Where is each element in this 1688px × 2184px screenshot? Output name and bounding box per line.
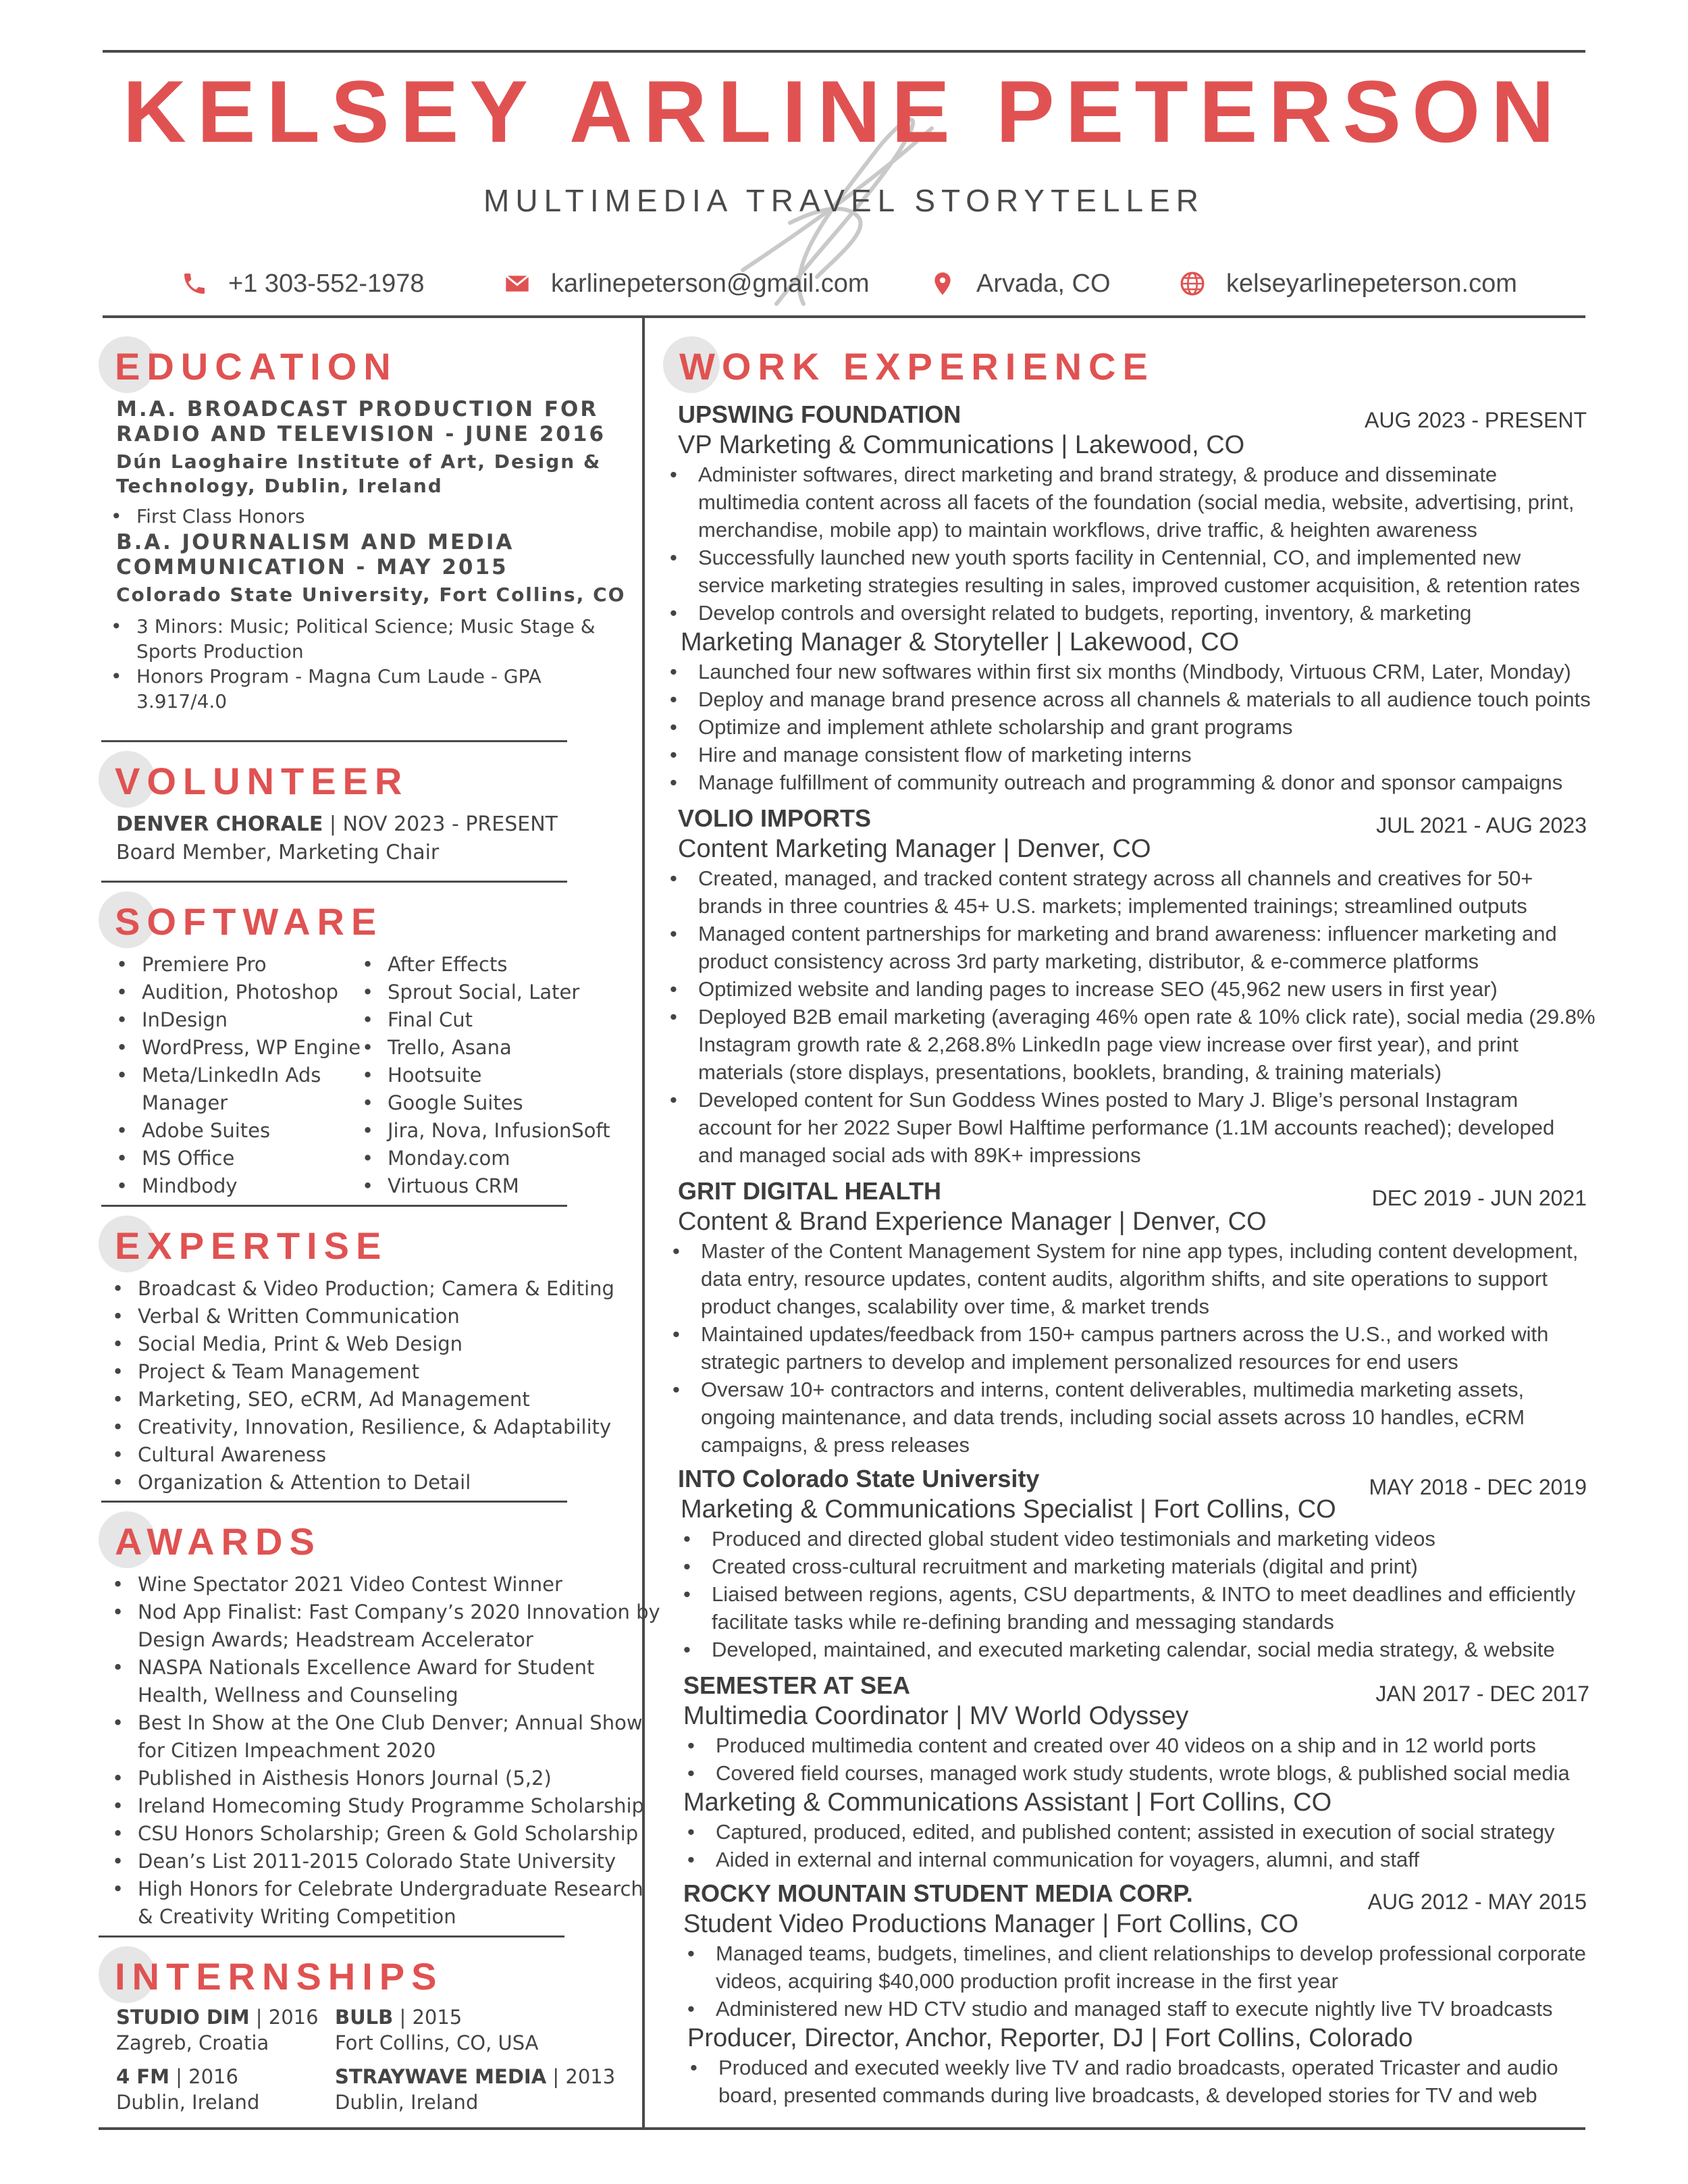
- list-item: • InDesign: [142, 1006, 361, 1034]
- job-semester-at-sea: [683, 1671, 1570, 1873]
- list-item: • Hootsuite: [388, 1062, 610, 1089]
- job-volio: [678, 804, 1595, 1169]
- expertise-list: [138, 1275, 614, 1497]
- job-upswing: [678, 400, 1591, 796]
- list-item: • Master of the Content Management System for nine app types, including content development, data entry, resource updates, content audits, algorithm shifts, and site operations to support product changes, scalability over time, & market trends: [701, 1237, 1578, 1320]
- list-item: • Hire and manage consistent flow of marketing interns: [698, 741, 1591, 769]
- role-bullets: [698, 864, 1595, 1169]
- globe-icon: [1179, 270, 1206, 297]
- section-title-education: [99, 336, 398, 397]
- job-date: AUG 2012 - MAY 2015: [1367, 1890, 1587, 1914]
- list-item: • Developed content for Sun Goddess Wines posted to Mary J. Blige’s personal Instagram account for her 2022 Super Bowl Halftime performance (1.1M accounts reached); developed and managed social ads with 89K+ impressions: [698, 1086, 1595, 1169]
- education-block: [116, 397, 625, 714]
- list-item: • Captured, produced, edited, and published content; assisted in execution of social strategy: [716, 1818, 1570, 1846]
- list-item: • MS Office: [142, 1145, 361, 1172]
- role-title: Producer, Director, Anchor, Reporter, DJ | Fort Collins, Colorado: [687, 2024, 1413, 2052]
- section-title-awards: [99, 1511, 321, 1572]
- section-title-internships: [99, 1946, 444, 2007]
- list-item: • Developed, maintained, and executed marketing calendar, social media strategy, & website: [712, 1636, 1575, 1663]
- list-item: • Develop controls and oversight related to budgets, reporting, inventory, & marketing: [698, 599, 1591, 627]
- list-item: • High Honors for Celebrate Undergraduate Research & Creativity Writing Competition: [138, 1875, 660, 1931]
- role-title: Multimedia Coordinator | MV World Odyssey: [683, 1702, 1189, 1730]
- role-bullets: [701, 1237, 1578, 1459]
- candidate-name: KELSEY ARLINE PETERSON: [122, 62, 1566, 161]
- list-item: • Project & Team Management: [138, 1358, 614, 1386]
- list-item: • Final Cut: [388, 1006, 610, 1034]
- list-item: • Oversaw 10+ contractors and interns, content deliverables, multimedia marketing assets, ongoing maintenance, and data trends, including social assets across 10 handles, eCRM campaigns, & press releases: [701, 1376, 1578, 1459]
- section-title-work-experience: [663, 336, 1155, 397]
- mail-icon: [504, 270, 531, 297]
- job-date: DEC 2019 - JUN 2021: [1371, 1186, 1587, 1210]
- internship-item: 4 FM | 2016 Dublin, Ireland: [116, 2065, 260, 2114]
- list-item: • Virtuous CRM: [388, 1172, 610, 1200]
- degree-title: M.A. BROADCAST PRODUCTION FOR RADIO AND TELEVISION - JUNE 2016: [116, 397, 606, 446]
- list-item: • WordPress, WP Engine: [142, 1034, 361, 1062]
- email-text: karlinepeterson@gmail.com: [551, 269, 870, 298]
- list-item: • Audition, Photoshop: [142, 979, 361, 1006]
- list-item: • Liaised between regions, agents, CSU departments, & INTO to meet deadlines and efficiently facilitate tasks while re-defining branding and messaging standards: [712, 1580, 1575, 1636]
- left-rule: [99, 1935, 564, 1938]
- bottom-rule: [99, 2127, 1585, 2130]
- list-item: • Produced and directed global student video testimonials and marketing videos: [712, 1525, 1575, 1553]
- section-title-text: INTERNSHIPS: [115, 1955, 444, 1998]
- list-item: • Best In Show at the One Club Denver; Annual Show for Citizen Impeachment 2020: [138, 1709, 660, 1765]
- job-date: MAY 2018 - DEC 2019: [1369, 1475, 1587, 1499]
- role-title: Student Video Productions Manager | Fort Collins, CO: [683, 1910, 1299, 1938]
- list-item: • 3 Minors: Music; Political Science; Music Stage & Sports Production: [136, 614, 625, 664]
- left-rule: [101, 1205, 567, 1207]
- role-bullets: [716, 1732, 1570, 1787]
- role-title: Marketing Manager & Storyteller | Lakewood, CO: [681, 628, 1240, 656]
- list-item: • Optimize and implement athlete scholarship and grant programs: [698, 713, 1591, 741]
- list-item: • Produced and executed weekly live TV and radio broadcasts, operated Tricaster and audio board, presented commands during live broadcasts, & developed stories for TV and web: [718, 2054, 1586, 2109]
- list-item: • Adobe Suites: [142, 1117, 361, 1145]
- list-item: • Dean’s List 2011-2015 Colorado State University: [138, 1848, 660, 1875]
- school-name: Colorado State University, Fort Collins, CO: [116, 583, 626, 606]
- role-title: Content Marketing Manager | Denver, CO: [678, 835, 1151, 863]
- list-item: • Google Suites: [388, 1089, 610, 1117]
- company-name: INTO Colorado State University: [678, 1465, 1040, 1492]
- job-grit: [678, 1176, 1578, 1459]
- list-item: • First Class Honors: [136, 504, 625, 529]
- list-item: • Cultural Awareness: [138, 1441, 614, 1469]
- software-list-col1: [142, 951, 361, 1200]
- section-title-volunteer: [99, 751, 408, 812]
- phone-icon: [181, 270, 208, 297]
- list-item: • Deployed B2B email marketing (averaging 46% open rate & 10% click rate), social media (29.8% Instagram growth rate & 2,268.8% LinkedIn page view increase over first year), and print materials (store displays, presentations, booklets, branding, & training materials): [698, 1003, 1595, 1086]
- role-bullets: [698, 461, 1591, 627]
- list-item: • Jira, Nova, InfusionSoft: [388, 1117, 610, 1145]
- contact-email[interactable]: [504, 265, 870, 303]
- section-title-text: EDUCATION: [115, 345, 398, 388]
- location-pin-icon: [929, 270, 956, 297]
- list-item: • Maintained updates/feedback from 150+ campus partners across the U.S., and worked with strategic partners to develop and implement personalized resources for end users: [701, 1320, 1578, 1376]
- awards-list: [138, 1571, 660, 1931]
- list-item: • Aided in external and internal communication for voyagers, alumni, and staff: [716, 1846, 1570, 1873]
- list-item: • Covered field courses, managed work study students, wrote blogs, & published social media: [716, 1759, 1570, 1787]
- education-honors-list: [136, 504, 625, 529]
- job-date: JUL 2021 - AUG 2023: [1376, 813, 1587, 837]
- job-rocky-mountain: [683, 1879, 1586, 2109]
- role-bullets: [698, 658, 1591, 796]
- job-into-csu: [678, 1464, 1575, 1663]
- section-title-text: SOFTWARE: [115, 900, 384, 943]
- list-item: • Meta/LinkedIn Ads Manager: [142, 1062, 361, 1117]
- list-item: • CSU Honors Scholarship; Green & Gold Scholarship: [138, 1820, 660, 1848]
- volunteer-org-line: DENVER CHORALE | NOV 2023 - PRESENT: [116, 812, 558, 836]
- company-name: UPSWING FOUNDATION: [678, 400, 961, 428]
- left-rule: [101, 881, 567, 883]
- list-item: • Launched four new softwares within first six months (Mindbody, Virtuous CRM, Later, Monday): [698, 658, 1591, 685]
- internship-item: STUDIO DIM | 2016 Zagreb, Croatia: [116, 2006, 319, 2054]
- role-title: Content & Brand Experience Manager | Denver, CO: [678, 1207, 1267, 1236]
- list-item: • Monday.com: [388, 1145, 610, 1172]
- list-item: • Organization & Attention to Detail: [138, 1469, 614, 1497]
- list-item: • Creativity, Innovation, Resilience, & Adaptability: [138, 1413, 614, 1441]
- left-rule: [101, 740, 567, 742]
- role-bullets: [716, 1940, 1586, 2023]
- section-title-text: VOLUNTEER: [115, 760, 409, 802]
- company-name: GRIT DIGITAL HEALTH: [678, 1177, 941, 1205]
- list-item: • Optimized website and landing pages to increase SEO (45,962 new users in first year): [698, 975, 1595, 1003]
- list-item: • Created, managed, and tracked content strategy across all channels and creatives for 50+ brands in three countries & 45+ U.S. markets; implemented trainings; streamlined outputs: [698, 864, 1595, 920]
- company-name: SEMESTER AT SEA: [683, 1671, 911, 1699]
- list-item: • Produced multimedia content and created over 40 videos on a ship and in 12 world ports: [716, 1732, 1570, 1759]
- section-title-text: WORK EXPERIENCE: [679, 345, 1155, 388]
- list-item: • After Effects: [388, 951, 610, 979]
- list-item: • Managed content partnerships for marketing and brand awareness: influencer marketing and product consistency across 3rd party marketing, distributor, & e-commerce platforms: [698, 920, 1595, 975]
- role-bullets: [716, 1818, 1570, 1873]
- list-item: • Mindbody: [142, 1172, 361, 1200]
- school-name: Dún Laoghaire Institute of Art, Design & Technology, Dublin, Ireland: [116, 450, 602, 497]
- volunteer-role: Board Member, Marketing Chair: [116, 841, 440, 864]
- list-item: • Ireland Homecoming Study Programme Scholarship: [138, 1792, 660, 1820]
- job-title: MULTIMEDIA TRAVEL STORYTELLER: [483, 183, 1205, 218]
- contact-website[interactable]: [1179, 265, 1517, 303]
- company-name: ROCKY MOUNTAIN STUDENT MEDIA CORP.: [683, 1879, 1193, 1907]
- section-title-expertise: [99, 1216, 388, 1276]
- role-title: Marketing & Communications Assistant | Fort Collins, CO: [683, 1788, 1332, 1817]
- list-item: • Verbal & Written Communication: [138, 1303, 614, 1330]
- job-date: AUG 2023 - PRESENT: [1365, 408, 1587, 432]
- top-rule: [103, 50, 1585, 53]
- role-title: Marketing & Communications Specialist | Fort Collins, CO: [681, 1495, 1336, 1524]
- role-bullets: [718, 2054, 1586, 2109]
- location-text: Arvada, CO: [976, 269, 1111, 298]
- list-item: • Administered new HD CTV studio and managed staff to execute nightly live TV broadcasts: [716, 1995, 1586, 2023]
- role-title: VP Marketing & Communications | Lakewood, CO: [678, 431, 1245, 459]
- list-item: • Manage fulfillment of community outreach and programming & donor and sponsor campaigns: [698, 769, 1591, 796]
- phone-text: +1 303-552-1978: [228, 269, 425, 298]
- internship-item: STRAYWAVE MEDIA | 2013 Dublin, Ireland: [335, 2065, 616, 2114]
- list-item: • Premiere Pro: [142, 951, 361, 979]
- list-item: • Honors Program - Magna Cum Laude - GPA 3.917/4.0: [136, 664, 625, 714]
- internship-item: BULB | 2015 Fort Collins, CO, USA: [335, 2006, 539, 2054]
- list-item: • Trello, Asana: [388, 1034, 610, 1062]
- list-item: • Social Media, Print & Web Design: [138, 1330, 614, 1358]
- education-details-list: [136, 614, 625, 714]
- job-date: JAN 2017 - DEC 2017: [1375, 1682, 1589, 1706]
- company-name: VOLIO IMPORTS: [678, 804, 872, 832]
- role-bullets: [712, 1525, 1575, 1663]
- section-title-software: [99, 891, 383, 952]
- list-item: • Deploy and manage brand presence across all channels & materials to all audience touch points: [698, 685, 1591, 713]
- section-title-text: EXPERTISE: [115, 1224, 388, 1267]
- list-item: • Nod App Finalist: Fast Company’s 2020 Innovation by Design Awards; Headstream Accelerator: [138, 1598, 660, 1654]
- volunteer-block: [116, 810, 558, 867]
- list-item: • Broadcast & Video Production; Camera & Editing: [138, 1275, 614, 1303]
- left-rule: [101, 1501, 567, 1503]
- contact-location: [929, 265, 1111, 303]
- list-item: • Sprout Social, Later: [388, 979, 610, 1006]
- website-text: kelseyarlinepeterson.com: [1226, 269, 1517, 298]
- list-item: • Wine Spectator 2021 Video Contest Winner: [138, 1571, 660, 1598]
- list-item: • Successfully launched new youth sports facility in Centennial, CO, and implemented new service marketing strategies resulting in sales, improved customer acquisition, & retention rates: [698, 544, 1591, 599]
- software-list-col2: [388, 951, 610, 1200]
- section-title-text: AWARDS: [115, 1520, 321, 1563]
- list-item: • Published in Aisthesis Honors Journal (5,2): [138, 1765, 660, 1792]
- list-item: • NASPA Nationals Excellence Award for Student Health, Wellness and Counseling: [138, 1654, 660, 1709]
- list-item: • Managed teams, budgets, timelines, and client relationships to develop professional corporate videos, acquiring $40,000 production profit increase in the first year: [716, 1940, 1586, 1995]
- list-item: • Created cross-cultural recruitment and marketing materials (digital and print): [712, 1553, 1575, 1580]
- header-bottom-rule: [103, 315, 1585, 318]
- list-item: • Administer softwares, direct marketing and brand strategy, & produce and disseminate multimedia content across all facets of the foundation (social media, website, advertising, print, merchandise, mobile app) to maintain workflows, drive traffic, & heighten awareness: [698, 461, 1591, 544]
- contact-phone[interactable]: [181, 265, 425, 303]
- degree-title: B.A. JOURNALISM AND MEDIA COMMUNICATION - MAY 2015: [116, 530, 515, 579]
- list-item: • Marketing, SEO, eCRM, Ad Management: [138, 1386, 614, 1413]
